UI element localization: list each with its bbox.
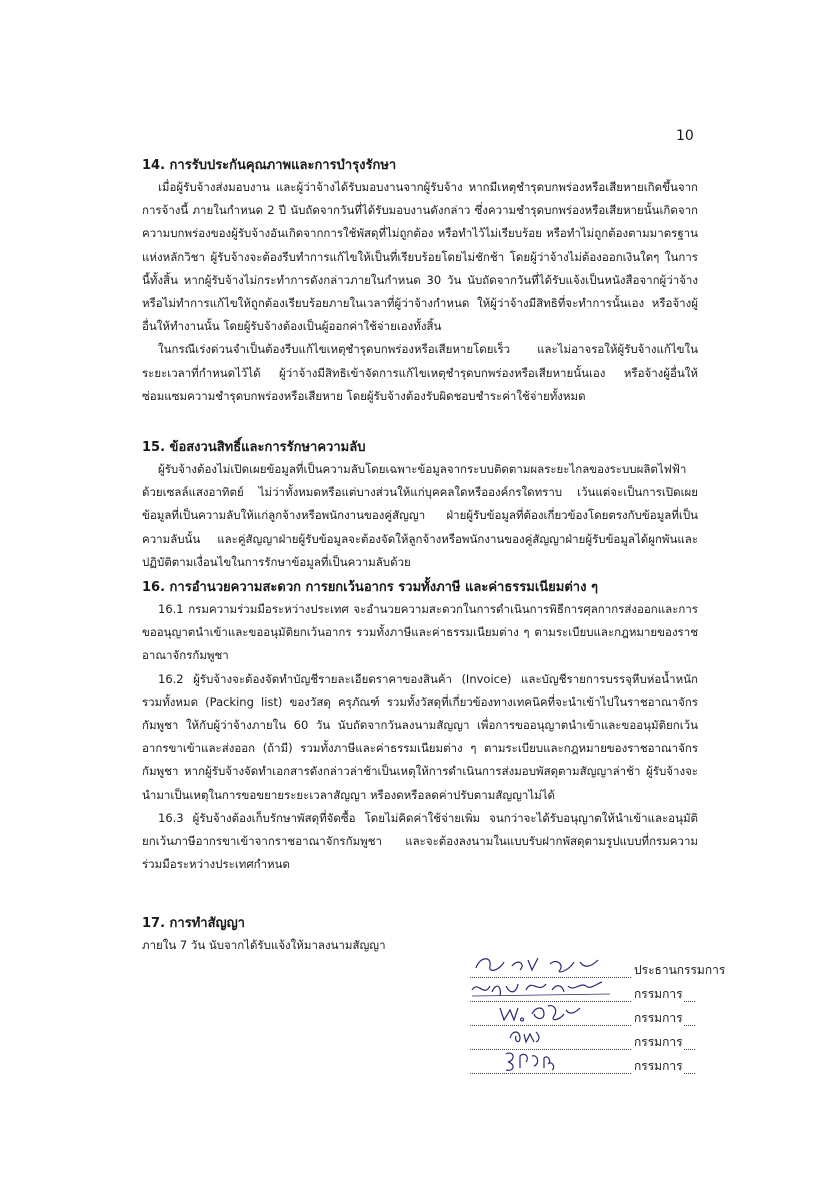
signatory-role: ประธานกรรมการ (632, 961, 725, 980)
signature-line-member (470, 1058, 695, 1078)
section-heading: 14. การรับประกันคุณภาพและการบำรุงรักษา (142, 158, 397, 173)
paragraph: ผู้รับจ้างต้องไม่เปิดเผยข้อมูลที่เป็นความลับโดยเฉพาะข้อมูลจากระบบติดตามผลระยะไกลของระบบผลิตไฟฟ้าด้วยเซลล์แสงอาทิตย์ ไม่ว่าทั้งหมดหรือแต่บางส่วนให้แก่บุคคลใดหรือองค์กรใดทราบ เว้นแต่จะเป็นการเปิดเผยข้อมูลที่เป็นความลับให้แก่ลูกจ้างหรือพนักงานของคู่สัญญา ฝ่ายผู้รับข้อมูลที่ต้องเกี่ยวข้องโดยตรงกับข้อมูลที่เป็นความลับนั้น และคู่สัญญาฝ่ายผู้รับข้อมูลจะต้องจัดให้ลูกจ้างหรือพนักงานของคู่สัญญาฝ่ายผู้รับข้อมูลได้ผูกพันและปฏิบัติตามเงื่อนไขในการรักษาข้อมูลที่เป็นความลับด้วย (142, 462, 698, 569)
section-heading: 15. ข้อสงวนสิทธิ์และการรักษาความลับ (142, 440, 366, 455)
section-heading: 16. การอำนวยความสะดวก การยกเว้นอากร รวมทั้งภาษี และค่าธรรมเนียมต่าง ๆ (142, 580, 598, 595)
page-number: 10 (676, 128, 694, 144)
paragraph: 16.2 ผู้รับจ้างจะต้องจัดทำบัญชีรายละเอียดราคาของสินค้า (Invoice) และบัญชีรายการบรรจุหีบห่อน้ำหนักรวมทั้งหมด (Packing list) ของวัสดุ ครุภัณฑ์ รวมทั้งวัสดุที่เกี่ยวข้องทางเทคนิคที่จะนำเข้าไปในราชอาณาจักรกัมพูชา ให้กับผู้ว่าจ้างภายใน 60 วัน นับถัดจากวันลงนามสัญญา เพื่อการขออนุญาตนำเข้าและขออนุมัติยกเว้นอากรขาเข้าและส่งออก (ถ้ามี) รวมทั้งภาษีและค่าธรรมเนียมต่าง ๆ ตามระเบียบและกฎหมายของราชอาณาจักรกัมพูชา หากผู้รับจ้างจัดทำเอกสารดังกล่าวล่าช้าเป็นเหตุให้การดำเนินการส่งมอบพัสดุตามสัญญาล่าช้า ผู้รับจ้างจะนำมาเป็นเหตุในการขอขยายระยะเวลาสัญญา หรืองดหรือลดค่าปรับตามสัญญาไม่ได้ (142, 671, 698, 802)
section-heading: 17. การทำสัญญา (142, 916, 245, 931)
section-confidentiality (142, 438, 698, 574)
signatory-role: กรรมการ (632, 1057, 683, 1076)
section-warranty (142, 156, 698, 408)
paragraph: ในกรณีเร่งด่วนจำเป็นต้องรีบแก้ไขเหตุชำรุดบกพร่องหรือเสียหายโดยเร็ว และไม่อาจรอให้ผู้รับจ้างแก้ไขในระยะเวลาที่กำหนดไว้ได้ ผู้ว่าจ้างมีสิทธิเข้าจัดการแก้ไขเหตุชำรุดบกพร่องหรือเสียหายนั้นเอง หรือจ้างผู้อื่นให้ซ่อมแซมความชำรุดบกพร่องหรือเสียหาย โดยผู้รับจ้างต้องรับผิดชอบชำระค่าใช้จ่ายทั้งหมด (142, 342, 698, 403)
paragraph: ภายใน 7 วัน นับจากได้รับแจ้งให้มาลงนามสัญญา (142, 938, 386, 952)
paragraph: 16.1 กรมความร่วมมือระหว่างประเทศ จะอำนวยความสะดวกในการดำเนินการพิธีการศุลกากรส่งออกและการขออนุญาตนำเข้าและขออนุมัติยกเว้นอากร รวมทั้งภาษีและค่าธรรมเนียมต่าง ๆ ตามระเบียบและกฎหมายของราชอาณาจักรกัมพูชา (142, 602, 698, 663)
section-facilitation (142, 578, 698, 876)
paragraph: เมื่อผู้รับจ้างส่งมอบงาน และผู้ว่าจ้างได้รับมอบงานจากผู้รับจ้าง หากมีเหตุชำรุดบกพร่องหรือเสียหายเกิดขึ้นจากการจ้างนี้ ภายในกำหนด 2 ปี นับถัดจากวันที่ได้รับมอบงานดังกล่าว ซึ่งความชำรุดบกพร่องหรือเสียหายนั้นเกิดจากความบกพร่องของผู้รับจ้างอันเกิดจากการใช้พัสดุที่ไม่ถูกต้อง หรือทำไว้ไม่เรียบร้อย หรือทำไม่ถูกต้องตามมาตรฐานแห่งหลักวิชา ผู้รับจ้างจะต้องรีบทำการแก้ไขให้เป็นที่เรียบร้อยโดยไม่ชักช้า โดยผู้ว่าจ้างไม่ต้องออกเงินใดๆ ในการนี้ทั้งสิ้น หากผู้รับจ้างไม่กระทำการดังกล่าวภายในกำหนด 30 วัน นับถัดจากวันที่ได้รับแจ้งเป็นหนังสือจากผู้ว่าจ้างหรือไม่ทำการแก้ไขให้ถูกต้องเรียบร้อยภายในเวลาที่ผู้ว่าจ้างกำหนด ให้ผู้ว่าจ้างมีสิทธิที่จะทำการนั้นเอง หรือจ้างผู้อื่นให้ทำงานนั้น โดยผู้รับจ้างต้องเป็นผู้ออกค่าใช้จ่ายเองทั้งสิ้น (142, 180, 698, 334)
paragraph: 16.3 ผู้รับจ้างต้องเก็บรักษาพัสดุที่จัดซื้อ โดยไม่คิดค่าใช้จ่ายเพิ่ม จนกว่าจะได้รับอนุญาตให้นำเข้าและอนุมัติยกเว้นภาษีอากรขาเข้าจากราชอาณาจักรกัมพูชา และจะต้องลงนามในแบบรับฝากพัสดุตามรูปแบบที่กรมความร่วมมือระหว่างประเทศกำหนด (142, 810, 698, 872)
signatory-role: กรรมการ (632, 1009, 683, 1028)
signatory-role: กรรมการ (632, 1033, 683, 1052)
signatory-role: กรรมการ (632, 985, 683, 1004)
handwritten-signature (470, 1044, 630, 1074)
